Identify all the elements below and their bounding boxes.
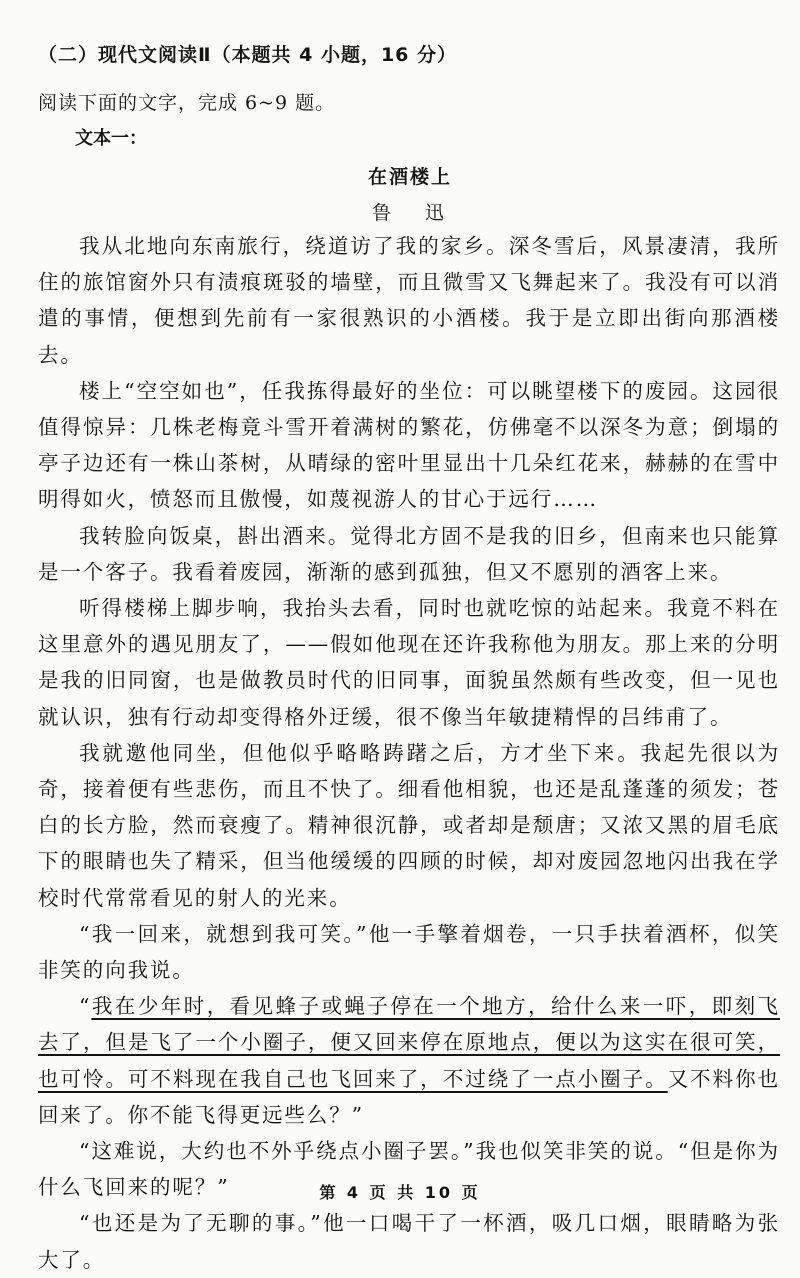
paragraph: “这难说，大约也不外乎绕点小圈子罢。”我也似笑非笑的说。“但是你为什么飞回来的呢？” [38, 1139, 780, 1200]
article-author: 鲁 迅 [371, 202, 459, 224]
page-number: 第 4 页 共 10 页 [319, 1183, 481, 1202]
passage-continuation: 又不料你也回来了。你不能飞得更远些么？” [38, 1066, 781, 1127]
text-label: 文本一： [75, 128, 147, 149]
paragraph: “我一回来，就想到我可笑。”他一手擎着烟卷，一只手扶着酒杯，似笑非笑的向我说。 [38, 921, 780, 983]
open-quote: “ [79, 994, 92, 1019]
underlined-passage: 我在少年时，看见蜂子或蝇子停在一个地方，给什么来一吓，即刻飞去了，但是飞了一个小圈子，便又回来停在原地点，便以为这实在很可笑，也可怜。可不料现在我自己也飞回来了，不过绕了一点小圈子。 [38, 994, 780, 1091]
paragraph: 我转脸向饭桌，斟出酒来。觉得北方固不是我的旧乡，但南来也只能算是一个客子。我看着废园，渐渐的感到孤独，但又不愿别的酒客上来。 [38, 523, 780, 584]
paragraph-underlined [38, 988, 780, 1133]
article-title: 在酒楼上 [367, 166, 452, 188]
section-heading: （二）现代文阅读Ⅱ（本题共 4 小题，16 分） [38, 44, 458, 66]
paragraph: 楼上“空空如也”，任我拣得最好的坐位：可以眺望楼下的废园。这园很值得惊异：几株老梅竟斗雪开着满树的繁花，仿佛毫不以深冬为意；倒塌的亭子边还有一株山茶树，从晴绿的密叶里显出十几朵红花来，赫赫的在雪中明得如火，愤怒而且傲慢，如蔑视游人的甘心于远行…… [38, 378, 780, 512]
article-body [38, 228, 780, 1278]
paragraph: 听得楼梯上脚步响，我抬头去看，同时也就吃惊的站起来。我竟不料在这里意外的遇见朋友了，——假如他现在还许我称他为朋友。那上来的分明是我的旧同窗，也是做教员时代的旧同事，面貌虽然颇有些改变，但一见也就认识，独有行动却变得格外迂缓，很不像当年敏捷精悍的吕纬甫了。 [38, 596, 780, 729]
instruction-text: 阅读下面的文字，完成 6~9 题。 [38, 92, 336, 114]
paragraph: “也还是为了无聊的事。”他一口喝干了一杯酒，吸几口烟，眼睛略为张大了。 [38, 1211, 780, 1272]
paragraph: 我从北地向东南旅行，绕道访了我的家乡。深冬雪后，风景凄清，我所住的旅馆窗外只有渍痕斑驳的墙壁，而且微雪又飞舞起来了。我没有可以消遣的事情，便想到先前有一家很熟识的小酒楼。我于是立即出街向那酒楼去。 [38, 234, 780, 367]
paragraph: 我就邀他同坐，但他似乎略略踌躇之后，方才坐下来。我起先很以为奇，接着便有些悲伤，而且不快了。细看他相貌，也还是乱蓬蓬的须发；苍白的长方脸，然而衰瘦了。精神很沉静，或者却是颓唐；又浓又黑的眉毛底下的眼睛也失了精采，但当他缓缓的四顾的时候，却对废园忽地闪出我在学校时代常常看见的射人的光来。 [38, 740, 780, 910]
